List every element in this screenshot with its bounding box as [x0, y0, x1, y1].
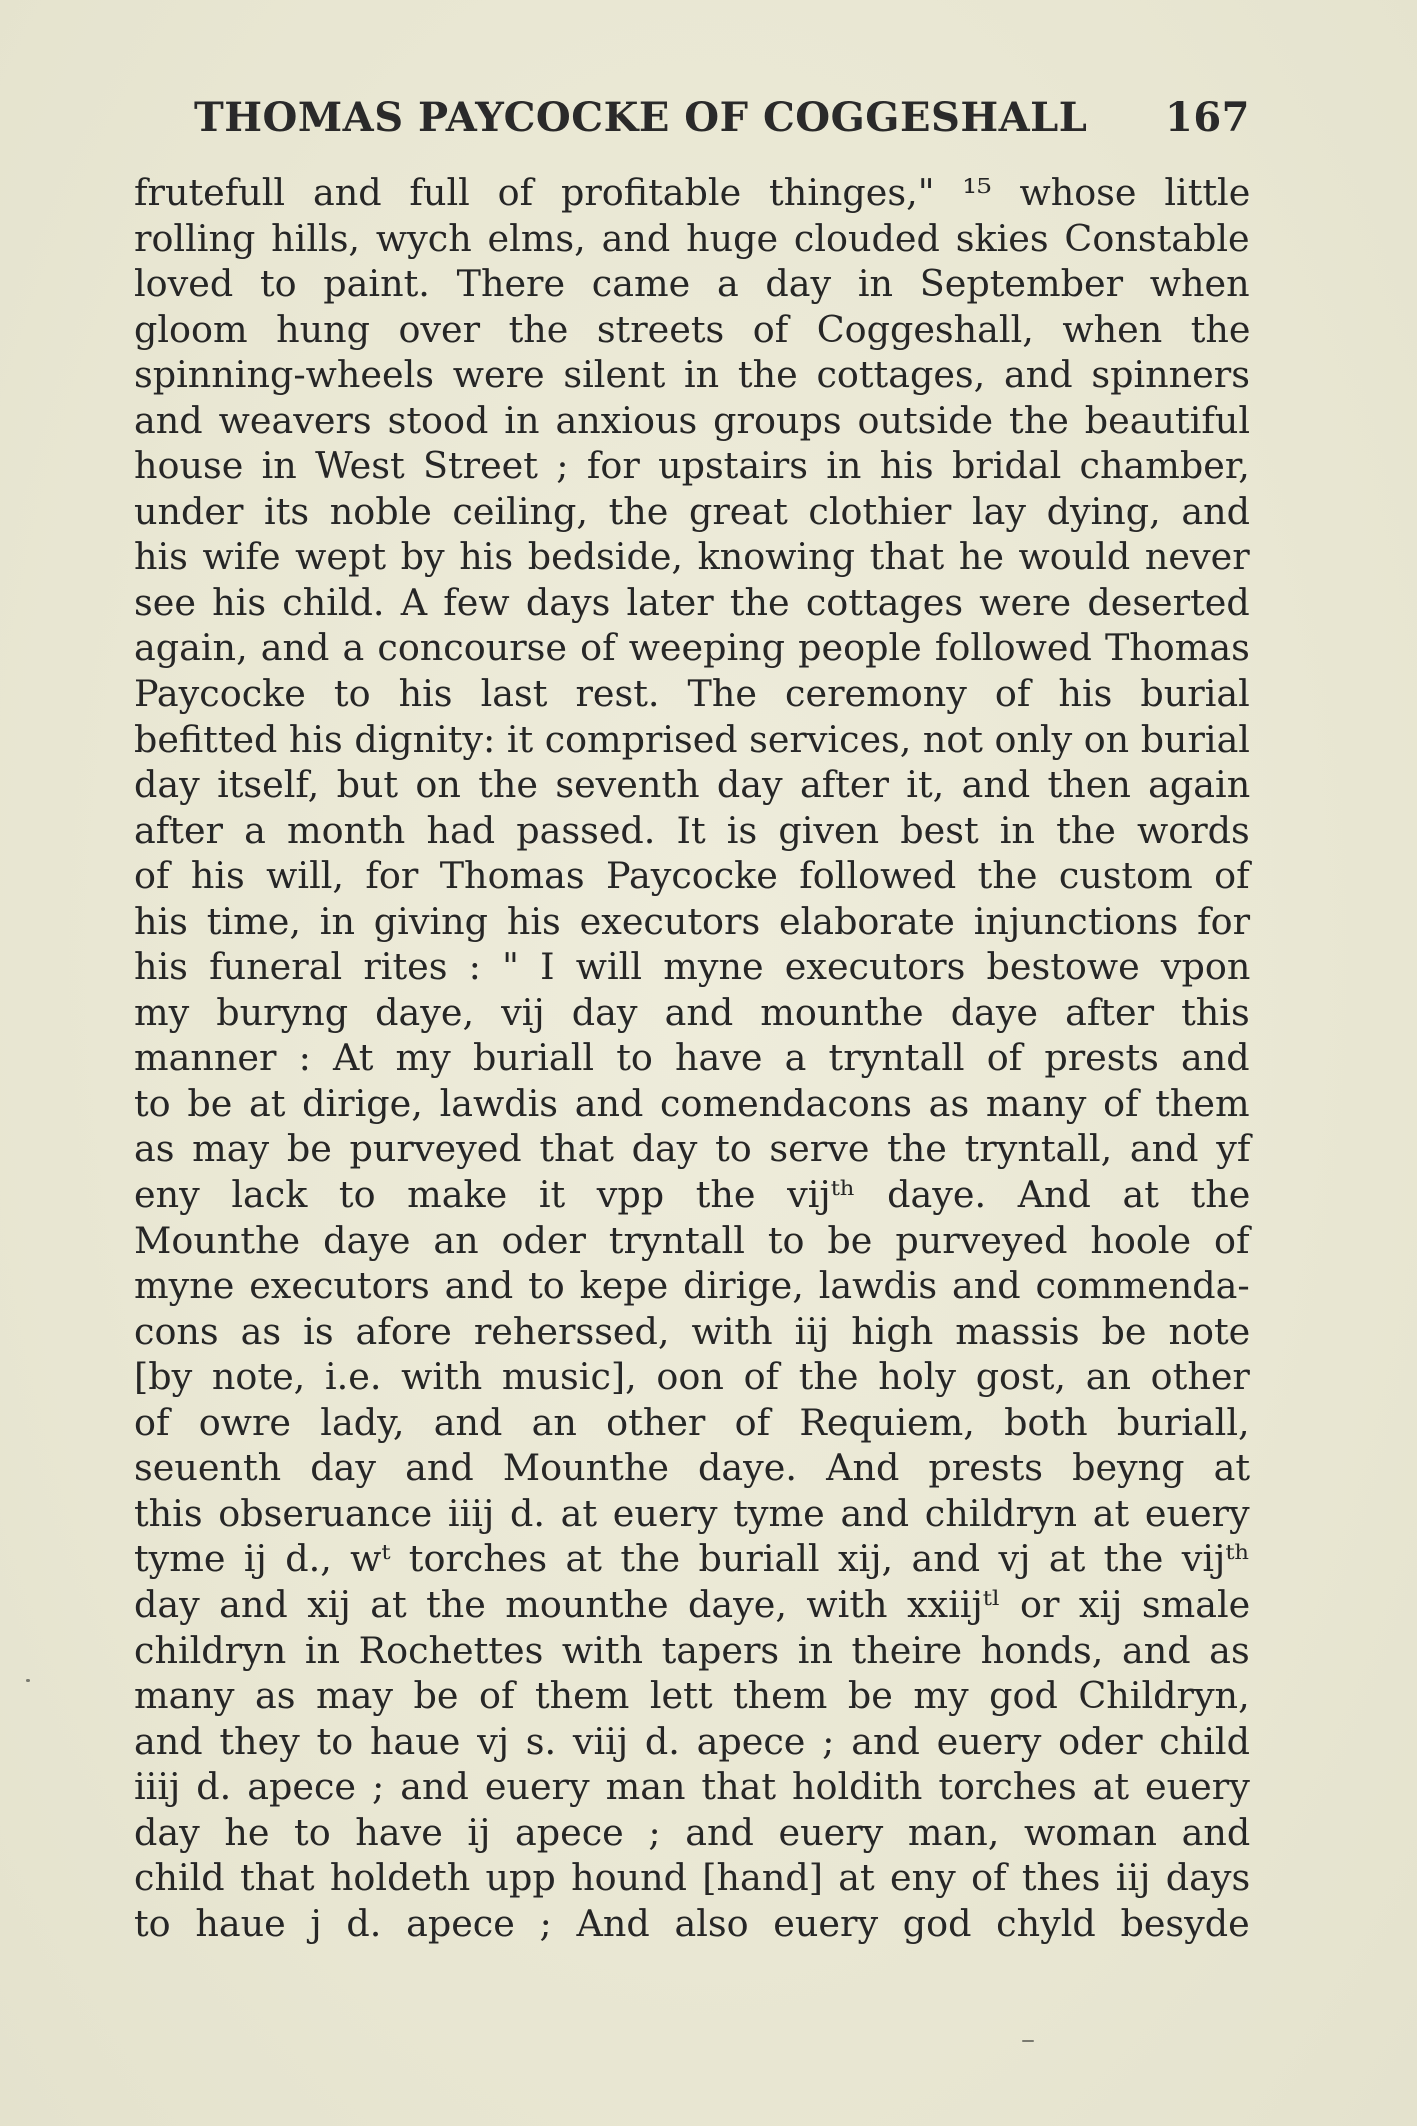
text-line: this obseruance iiij d. at euery tyme and childryn at euery	[134, 1491, 1250, 1535]
text-line: tyme ij d., wᵗ torches at the buriall xij, and vj at the vijᵗʰ	[134, 1537, 1251, 1581]
text-line: seuenth day and Mounthe daye. And prests beyng at	[134, 1446, 1251, 1490]
text-line: eny lack to make it vpp the vijᵗʰ daye. And at the	[134, 1173, 1251, 1217]
page-header	[134, 94, 1250, 158]
text-line: many as may be of them lett them be my god Childryn,	[134, 1674, 1250, 1718]
text-line: gloom hung over the streets of Coggeshall, when the	[134, 307, 1251, 351]
body-text	[134, 170, 1250, 1946]
text-line: day itself, but on the seventh day after it, and then again	[134, 763, 1251, 807]
text-line: see his child. A few days later the cottages were deserted	[134, 580, 1250, 624]
text-line: again, and a concourse of weeping people followed Thomas	[134, 626, 1250, 670]
text-line: of owre lady, and an other of Requiem, both buriall,	[134, 1400, 1250, 1444]
text-line: childryn in Rochettes with tapers in theire honds, and as	[134, 1628, 1250, 1672]
page-number: 167	[1165, 94, 1250, 141]
paper-speck	[26, 1679, 30, 1682]
text-line: rolling hills, wych elms, and huge clouded skies Constable	[134, 216, 1250, 260]
text-line: and they to haue vj s. viij d. apece ; and euery oder child	[134, 1719, 1250, 1763]
text-line: myne executors and to kepe dirige, lawdis and commenda-	[134, 1264, 1250, 1308]
text-line: his wife wept by his bedside, knowing that he would never	[134, 535, 1250, 579]
text-line: loved to paint. There came a day in September when	[134, 262, 1250, 306]
text-line: Paycocke to his last rest. The ceremony of his burial	[134, 672, 1250, 716]
text-line: and weavers stood in anxious groups outside the beautiful	[134, 398, 1251, 442]
text-line: as may be purveyed that day to serve the tryntall, and yf	[134, 1127, 1251, 1171]
text-line: day he to have ij apece ; and euery man, woman and	[134, 1810, 1251, 1854]
paper-speck	[1022, 2040, 1034, 2042]
text-line: child that holdeth upp hound [hand] at eny of thes iij days	[134, 1856, 1251, 1900]
text-line: my buryng daye, vij day and mounthe daye after this	[134, 990, 1250, 1034]
text-line: Mounthe daye an oder tryntall to be purveyed hoole of	[134, 1218, 1250, 1262]
text-line: his funeral rites : " I will myne executors bestowe vpon	[134, 945, 1251, 989]
text-line: iiij d. apece ; and euery man that holdith torches at euery	[134, 1765, 1250, 1809]
text-line: to haue j d. apece ; And also euery god chyld besyde	[134, 1901, 1250, 1945]
text-line: befitted his dignity: it comprised services, not only on burial	[134, 717, 1250, 761]
text-line: [by note, i.e. with music], oon of the holy gost, an other	[134, 1355, 1250, 1399]
text-line: spinning-wheels were silent in the cottages, and spinners	[134, 353, 1250, 397]
text-line: house in West Street ; for upstairs in his bridal chamber,	[134, 444, 1250, 488]
text-line: of his will, for Thomas Paycocke followed the custom of	[134, 854, 1250, 898]
text-line: his time, in giving his executors elaborate injunctions for	[134, 899, 1251, 943]
text-line: under its noble ceiling, the great clothier lay dying, and	[134, 489, 1251, 533]
text-line: day and xij at the mounthe daye, with xxiijᵗˡ or xij smale	[134, 1582, 1251, 1626]
text-line: cons as is afore reherssed, with iij high massis be note	[134, 1309, 1251, 1353]
text-line: frutefull and full of profitable thinges," ¹⁵ whose little	[134, 171, 1251, 214]
text-line: after a month had passed. It is given best in the words	[134, 808, 1250, 852]
text-line: to be at dirige, lawdis and comendacons as many of them	[134, 1081, 1250, 1125]
running-head: THOMAS PAYCOCKE OF COGGESHALL	[194, 94, 1088, 141]
text-line: manner : At my buriall to have a tryntall of prests and	[134, 1036, 1250, 1080]
